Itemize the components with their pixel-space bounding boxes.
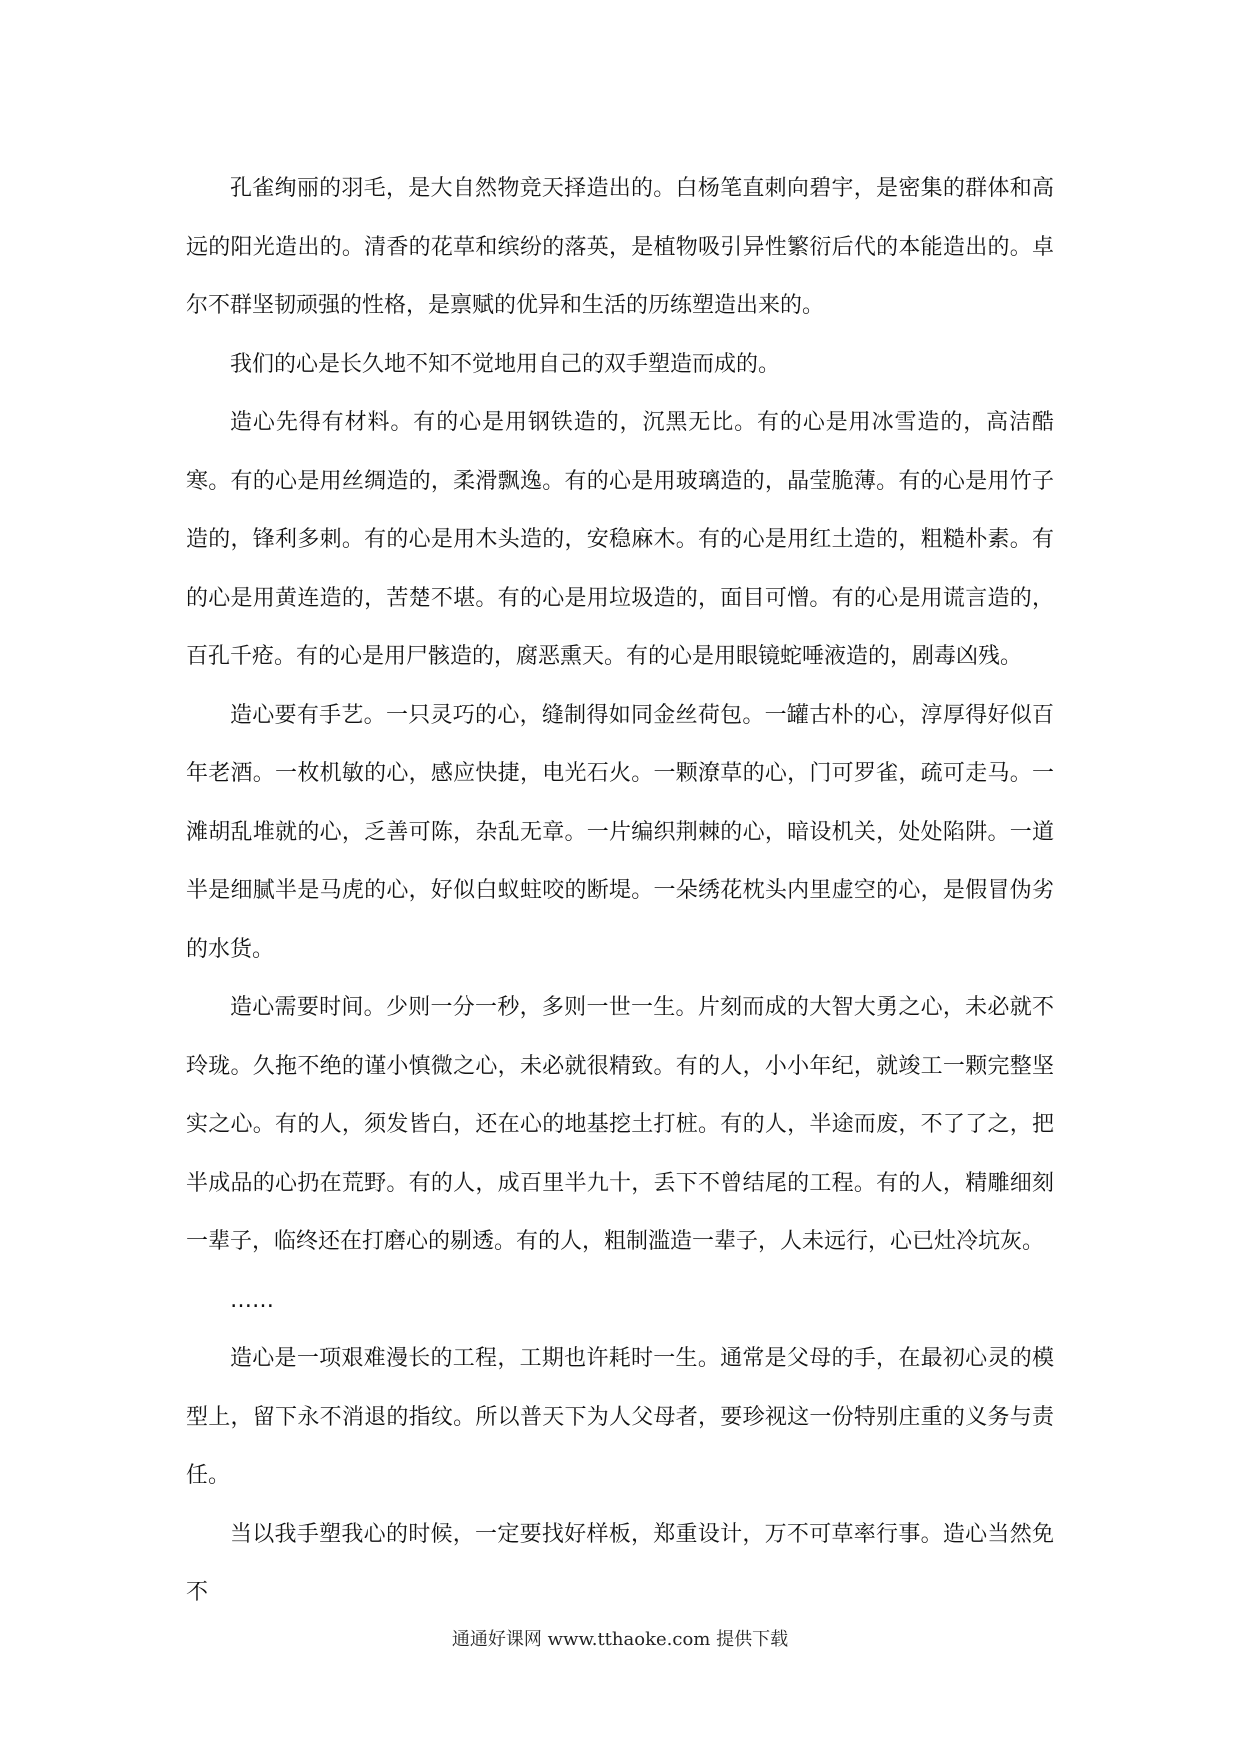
paragraph-3: 造心先得有材料。有的心是用钢铁造的，沉黑无比。有的心是用冰雪造的，高洁酷寒。有的心是用丝绸造的，柔滑飘逸。有的心是用玻璃造的，晶莹脆薄。有的心是用竹子造的，锋利多刺。有的心是用木头造的，安稳麻木。有的心是用红土造的，粗糙朴素。有的心是用黄连造的，苦楚不堪。有的心是用垃圾造的，面目可憎。有的心是用谎言造的，百孔千疮。有的心是用尸骸造的，腐恶熏天。有的心是用眼镜蛇唾液造的，剧毒凶残。 [186,410,1054,669]
paragraph-2: 我们的心是长久地不知不觉地用自己的双手塑造而成的。 [230,351,781,377]
paragraph-6: 造心是一项艰难漫长的工程，工期也许耗时一生。通常是父母的手，在最初心灵的模型上，留下永不消退的指纹。所以普天下为人父母者，要珍视这一份特别庄重的义务与责任。 [186,1346,1054,1488]
paragraph-4: 造心要有手艺。一只灵巧的心，缝制得如同金丝荷包。一罐古朴的心，淳厚得好似百年老酒。一枚机敏的心，感应快捷，电光石火。一颗潦草的心，门可罗雀，疏可走马。一滩胡乱堆就的心，乏善可陈，杂乱无章。一片编织荆棘的心，暗设机关，处处陷阱。一道半是细腻半是马虎的心，好似白蚁蛀咬的断堤。一朵绣花枕头内里虚空的心，是假冒伪劣的水货。 [186,702,1054,962]
paragraph-1: 孔雀绚丽的羽毛，是大自然物竞天择造出的。白杨笔直刺向碧宇，是密集的群体和高远的阳光造出的。清香的花草和缤纷的落英，是植物吸引异性繁衍后代的本能造出的。卓尔不群坚韧顽强的性格，是禀赋的优异和生活的历练塑造出来的。 [186,176,1054,318]
paragraph-5: 造心需要时间。少则一分一秒，多则一世一生。片刻而成的大智大勇之心，未必就不玲珑。久拖不绝的谨小慎微之心，未必就很精致。有的人，小小年纪，就竣工一颗完整坚实之心。有的人，须发皆白，还在心的地基挖土打桩。有的人，半途而废，不了了之，把半成品的心扔在荒野。有的人，成百里半九十，丢下不曾结尾的工程。有的人，精雕细刻一辈子，临终还在打磨心的剔透。有的人，粗制滥造一辈子，人未远行，心已灶冷坑灰。 [186,995,1054,1254]
page-footer: 通通好课网 www.tthaoke.com 提供下载 [451,1629,789,1650]
article-body [186,160,1054,1623]
paragraph-7: 当以我手塑我心的时候，一定要找好样板，郑重设计，万不可草率行事。造心当然免不 [186,1521,1054,1605]
ellipsis-line: …… [230,1287,274,1313]
